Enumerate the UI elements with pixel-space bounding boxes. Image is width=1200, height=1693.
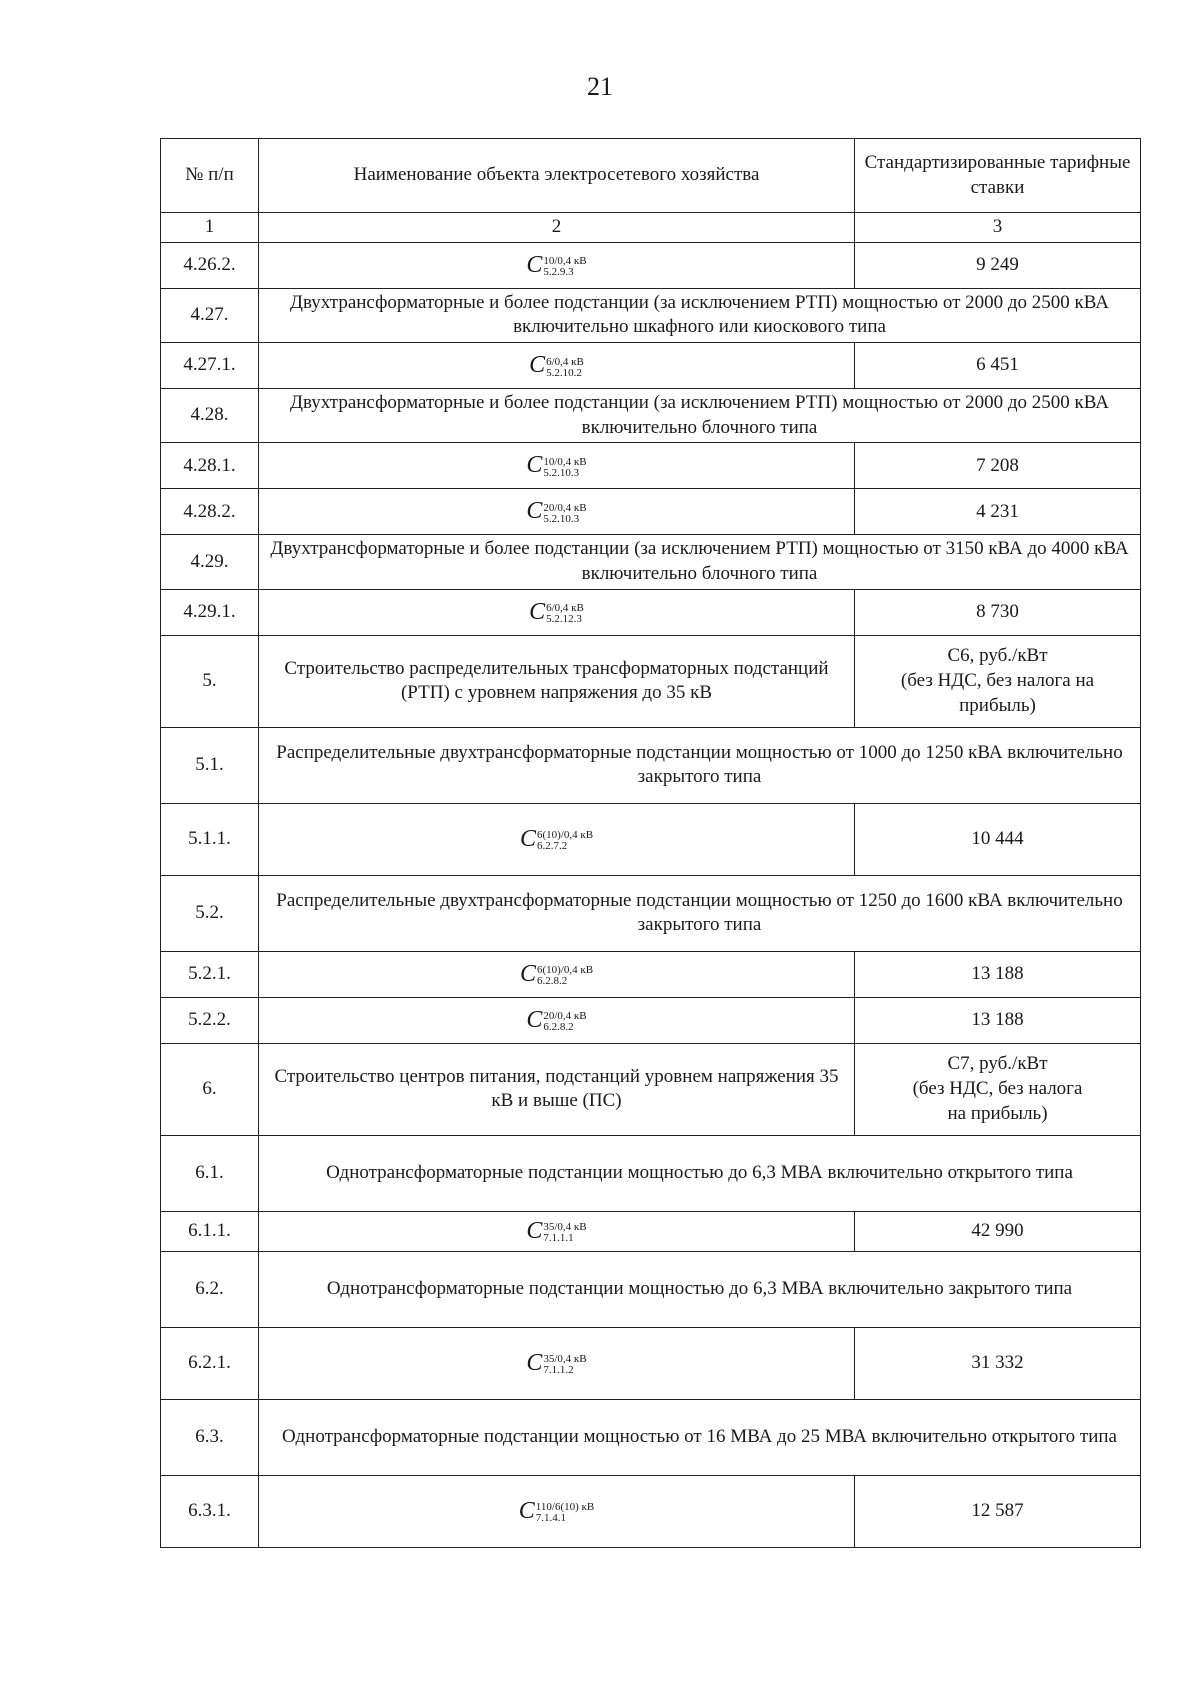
column-index-row	[161, 213, 1141, 243]
header-rate: Стандартизированные тарифные ставки	[855, 139, 1141, 213]
rate-symbol-letter: C	[526, 1006, 543, 1033]
rate-note-line: С7, руб./кВт	[947, 1053, 1048, 1075]
rate-symbol	[259, 443, 855, 489]
rate-symbol	[259, 589, 855, 635]
rate-note	[855, 635, 1141, 727]
row-number: 5.	[161, 635, 259, 727]
page-number: 21	[587, 72, 613, 101]
rate-symbol-voltage: 35/0,4 кВ	[543, 1221, 587, 1234]
section-description: Однотрансформаторные подстанции мощностью до 6,3 МВА включительно закрытого типа	[259, 1251, 1141, 1327]
rate-symbol-letter: C	[526, 1349, 543, 1376]
table-row	[161, 589, 1141, 635]
rate-symbol-index: 5.2.12.3	[546, 613, 582, 626]
row-number: 5.1.1.	[161, 803, 259, 875]
rate-symbol-voltage: 35/0,4 кВ	[543, 1353, 587, 1366]
table-row	[161, 1399, 1141, 1475]
row-number: 6.3.	[161, 1399, 259, 1475]
row-number: 4.29.	[161, 535, 259, 589]
header-row	[161, 139, 1141, 213]
rate-note-line: на прибыль)	[947, 1102, 1048, 1124]
row-number: 4.26.2.	[161, 242, 259, 288]
rate-symbol-index: 6.2.8.2	[536, 975, 568, 988]
table-row	[161, 635, 1141, 727]
rate-symbol-letter: C	[518, 1497, 535, 1524]
row-number: 5.2.1.	[161, 951, 259, 997]
rate-symbol-letter: C	[526, 1217, 543, 1244]
section-description: Однотрансформаторные подстанции мощностью до 6,3 МВА включительно открытого типа	[259, 1135, 1141, 1211]
col-index-2: 2	[259, 213, 855, 243]
table-row	[161, 997, 1141, 1043]
row-number: 4.27.1.	[161, 343, 259, 389]
col-index-3: 3	[855, 213, 1141, 243]
rate-value: 13 188	[855, 951, 1141, 997]
rate-value: 7 208	[855, 443, 1141, 489]
object-name: Строительство центров питания, подстанций уровнем напряжения 35 кВ и выше (ПС)	[259, 1043, 855, 1135]
rate-symbol	[259, 1327, 855, 1399]
row-number: 6.	[161, 1043, 259, 1135]
rate-value: 42 990	[855, 1211, 1141, 1251]
rate-symbol-index: 5.2.10.3	[543, 512, 580, 525]
rate-note	[855, 1043, 1141, 1135]
rate-symbol-index: 6.2.7.2	[536, 840, 568, 853]
rate-symbol-index: 5.2.9.3	[543, 266, 574, 279]
rate-symbol-index: 6.2.8.2	[543, 1021, 574, 1034]
rate-symbol-voltage: 6(10)/0,4 кВ	[536, 829, 594, 842]
table-row	[161, 875, 1141, 951]
rate-symbol-letter: C	[526, 452, 543, 479]
rate-symbol-letter: C	[519, 825, 536, 852]
table-row	[161, 1251, 1141, 1327]
table-row	[161, 1475, 1141, 1547]
rate-symbol	[259, 242, 855, 288]
header-num: № п/п	[161, 139, 259, 213]
table-row	[161, 1135, 1141, 1211]
rate-symbol-letter: C	[519, 960, 536, 987]
table-row	[161, 803, 1141, 875]
table-row	[161, 389, 1141, 443]
rate-symbol-letter: C	[526, 498, 543, 525]
rate-value: 8 730	[855, 589, 1141, 635]
table-row	[161, 727, 1141, 803]
row-number: 6.1.1.	[161, 1211, 259, 1251]
col-index-1: 1	[161, 213, 259, 243]
rate-symbol-voltage: 6/0,4 кВ	[546, 355, 584, 368]
rate-symbol-voltage: 110/6(10) кВ	[535, 1501, 595, 1514]
rate-note-line: (без НДС, без налога на	[900, 669, 1095, 691]
table-row	[161, 242, 1141, 288]
rate-symbol	[259, 1211, 855, 1251]
row-number: 5.2.	[161, 875, 259, 951]
row-number: 4.28.2.	[161, 489, 259, 535]
rate-symbol-letter: C	[529, 351, 546, 378]
rate-symbol-index: 7.1.1.1	[543, 1232, 574, 1245]
table-row	[161, 343, 1141, 389]
rate-symbol-index: 5.2.10.2	[546, 366, 582, 379]
rate-symbol-voltage: 20/0,4 кВ	[543, 1010, 587, 1023]
table-row	[161, 288, 1141, 342]
rate-value: 6 451	[855, 343, 1141, 389]
rate-symbol-index: 5.2.10.3	[543, 466, 580, 479]
table-row	[161, 951, 1141, 997]
rate-value: 12 587	[855, 1475, 1141, 1547]
rate-note-line: (без НДС, без налога	[912, 1077, 1083, 1099]
row-number: 5.1.	[161, 727, 259, 803]
table-row	[161, 1043, 1141, 1135]
rate-note-line: С6, руб./кВт	[947, 645, 1048, 667]
rate-value: 31 332	[855, 1327, 1141, 1399]
rate-symbol	[259, 489, 855, 535]
rate-note-line: прибыль)	[959, 694, 1036, 716]
rate-symbol-voltage: 6(10)/0,4 кВ	[536, 964, 594, 977]
table-row	[161, 443, 1141, 489]
tariff-rates-table	[160, 138, 1141, 1548]
row-number: 4.28.	[161, 389, 259, 443]
table-row	[161, 1211, 1141, 1251]
row-number: 6.1.	[161, 1135, 259, 1211]
rate-symbol	[259, 1475, 855, 1547]
rate-symbol-index: 7.1.4.1	[535, 1512, 567, 1525]
rate-symbol	[259, 803, 855, 875]
rate-symbol-letter: C	[526, 251, 543, 278]
row-number: 6.3.1.	[161, 1475, 259, 1547]
table-row	[161, 535, 1141, 589]
rate-value: 9 249	[855, 242, 1141, 288]
table-body	[161, 242, 1141, 1547]
rate-symbol-letter: C	[529, 598, 546, 625]
header-name: Наименование объекта электросетевого хозяйства	[259, 139, 855, 213]
object-name: Строительство распределительных трансформаторных подстанций (РТП) с уровнем напряжения до 35 кВ	[259, 635, 855, 727]
section-description: Распределительные двухтрансформаторные подстанции мощностью от 1000 до 1250 кВА включительно закрытого типа	[259, 727, 1141, 803]
row-number: 4.29.1.	[161, 589, 259, 635]
rate-symbol-voltage: 6/0,4 кВ	[546, 602, 584, 615]
row-number: 4.27.	[161, 288, 259, 342]
row-number: 5.2.2.	[161, 997, 259, 1043]
rate-symbol-index: 7.1.1.2	[543, 1364, 574, 1377]
rate-symbol	[259, 997, 855, 1043]
row-number: 4.28.1.	[161, 443, 259, 489]
rate-symbol	[259, 343, 855, 389]
section-description: Однотрансформаторные подстанции мощностью от 16 МВА до 25 МВА включительно открытого типа	[259, 1399, 1141, 1475]
section-description: Двухтрансформаторные и более подстанции (за исключением РТП) мощностью от 3150 кВА до 4000 кВА включительно блочного типа	[259, 535, 1141, 589]
row-number: 6.2.	[161, 1251, 259, 1327]
rate-symbol-voltage: 10/0,4 кВ	[543, 255, 587, 268]
section-description: Двухтрансформаторные и более подстанции (за исключением РТП) мощностью от 2000 до 2500 кВА включительно блочного типа	[259, 389, 1141, 443]
row-number: 6.2.1.	[161, 1327, 259, 1399]
section-description: Двухтрансформаторные и более подстанции (за исключением РТП) мощностью от 2000 до 2500 кВА включительно шкафного или киоскового типа	[259, 288, 1141, 342]
table-row	[161, 489, 1141, 535]
rate-symbol-voltage: 20/0,4 кВ	[543, 501, 587, 514]
rate-value: 13 188	[855, 997, 1141, 1043]
section-description: Распределительные двухтрансформаторные подстанции мощностью от 1250 до 1600 кВА включительно закрытого типа	[259, 875, 1141, 951]
rate-value: 4 231	[855, 489, 1141, 535]
table-row	[161, 1327, 1141, 1399]
rate-symbol	[259, 951, 855, 997]
rate-value: 10 444	[855, 803, 1141, 875]
rate-symbol-voltage: 10/0,4 кВ	[543, 455, 587, 468]
